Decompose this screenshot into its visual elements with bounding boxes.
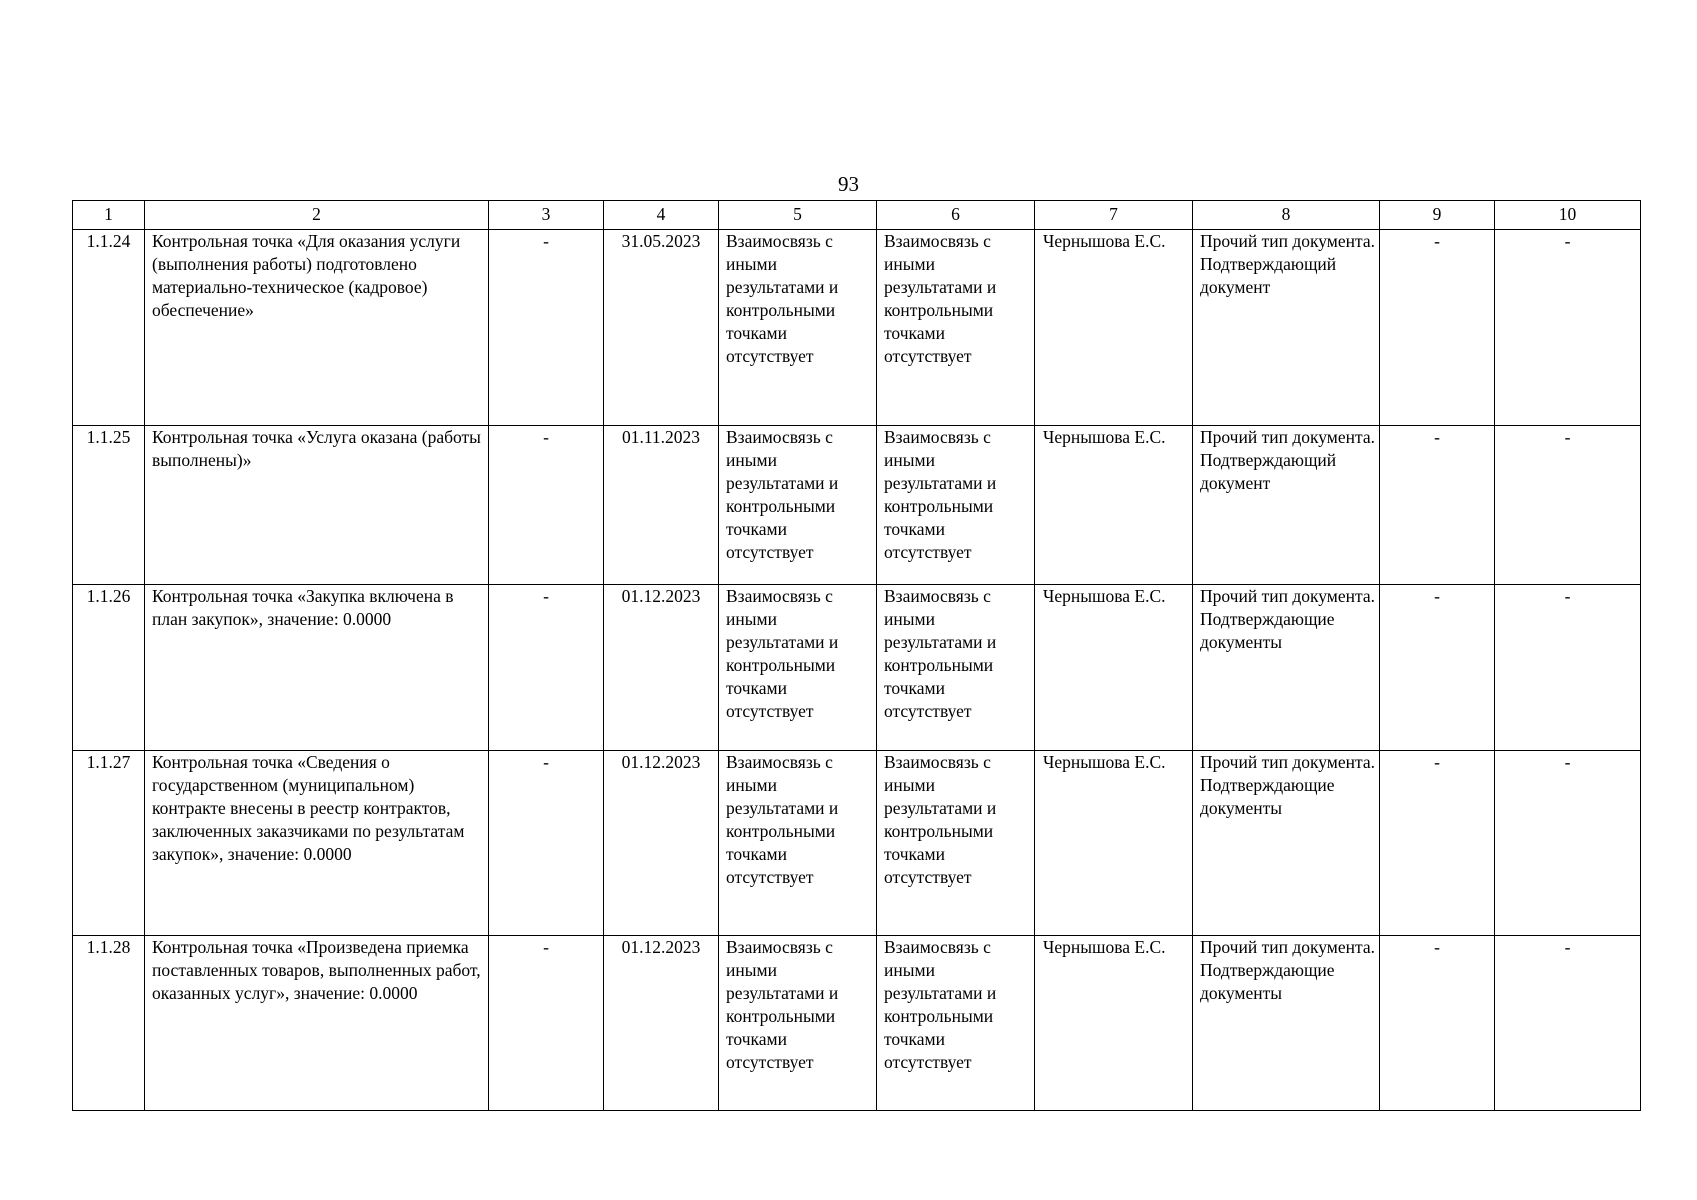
row-number: 1.1.24 — [73, 230, 145, 426]
column-6-value: Взаимосвязь с иными результатами и контрольными точками отсутствует — [877, 585, 1035, 751]
table-header-row — [73, 201, 1641, 230]
column-header: 7 — [1035, 201, 1193, 230]
document-type: Прочий тип документа. Подтверждающий документ — [1193, 230, 1380, 426]
control-point-name: Контрольная точка «Для оказания услуги (выполнения работы) подготовлено материально-техническое (кадровое) обеспечение» — [145, 230, 489, 426]
document-type: Прочий тип документа. Подтверждающие документы — [1193, 751, 1380, 936]
column-3-value: - — [489, 936, 604, 1111]
responsible-person: Чернышова Е.С. — [1035, 585, 1193, 751]
due-date: 31.05.2023 — [604, 230, 719, 426]
column-3-value: - — [489, 751, 604, 936]
column-10-value: - — [1495, 426, 1641, 585]
row-number: 1.1.28 — [73, 936, 145, 1111]
control-point-name: Контрольная точка «Закупка включена в план закупок», значение: 0.0000 — [145, 585, 489, 751]
column-5-value: Взаимосвязь с иными результатами и контрольными точками отсутствует — [719, 230, 877, 426]
column-9-value: - — [1380, 936, 1495, 1111]
table-row — [73, 230, 1641, 426]
row-number: 1.1.25 — [73, 426, 145, 585]
table-row — [73, 585, 1641, 751]
due-date: 01.12.2023 — [604, 751, 719, 936]
column-header: 5 — [719, 201, 877, 230]
column-header: 2 — [145, 201, 489, 230]
table-row — [73, 426, 1641, 585]
column-9-value: - — [1380, 585, 1495, 751]
due-date: 01.11.2023 — [604, 426, 719, 585]
column-5-value: Взаимосвязь с иными результатами и контрольными точками отсутствует — [719, 936, 877, 1111]
column-6-value: Взаимосвязь с иными результатами и контрольными точками отсутствует — [877, 426, 1035, 585]
column-5-value: Взаимосвязь с иными результатами и контрольными точками отсутствует — [719, 426, 877, 585]
column-10-value: - — [1495, 751, 1641, 936]
page-number: 93 — [838, 172, 859, 196]
column-3-value: - — [489, 585, 604, 751]
column-6-value: Взаимосвязь с иными результатами и контрольными точками отсутствует — [877, 230, 1035, 426]
column-header: 9 — [1380, 201, 1495, 230]
column-header: 10 — [1495, 201, 1641, 230]
column-5-value: Взаимосвязь с иными результатами и контрольными точками отсутствует — [719, 585, 877, 751]
responsible-person: Чернышова Е.С. — [1035, 230, 1193, 426]
table-row — [73, 751, 1641, 936]
column-3-value: - — [489, 426, 604, 585]
column-header: 3 — [489, 201, 604, 230]
column-6-value: Взаимосвязь с иными результатами и контрольными точками отсутствует — [877, 936, 1035, 1111]
control-points-table — [72, 200, 1641, 1111]
responsible-person: Чернышова Е.С. — [1035, 936, 1193, 1111]
column-header: 1 — [73, 201, 145, 230]
column-3-value: - — [489, 230, 604, 426]
table-row — [73, 936, 1641, 1111]
column-6-value: Взаимосвязь с иными результатами и контрольными точками отсутствует — [877, 751, 1035, 936]
column-header: 6 — [877, 201, 1035, 230]
document-type: Прочий тип документа. Подтверждающий документ — [1193, 426, 1380, 585]
column-5-value: Взаимосвязь с иными результатами и контрольными точками отсутствует — [719, 751, 877, 936]
due-date: 01.12.2023 — [604, 936, 719, 1111]
control-point-name: Контрольная точка «Услуга оказана (работы выполнены)» — [145, 426, 489, 585]
due-date: 01.12.2023 — [604, 585, 719, 751]
document-type: Прочий тип документа. Подтверждающие документы — [1193, 585, 1380, 751]
control-point-name: Контрольная точка «Произведена приемка поставленных товаров, выполненных работ, оказанных услуг», значение: 0.0000 — [145, 936, 489, 1111]
row-number: 1.1.26 — [73, 585, 145, 751]
responsible-person: Чернышова Е.С. — [1035, 426, 1193, 585]
row-number: 1.1.27 — [73, 751, 145, 936]
column-header: 4 — [604, 201, 719, 230]
column-10-value: - — [1495, 585, 1641, 751]
column-10-value: - — [1495, 230, 1641, 426]
control-point-name: Контрольная точка «Сведения о государственном (муниципальном) контракте внесены в реестр контрактов, заключенных заказчиками по результатам закупок», значение: 0.0000 — [145, 751, 489, 936]
column-header: 8 — [1193, 201, 1380, 230]
column-10-value: - — [1495, 936, 1641, 1111]
document-type: Прочий тип документа. Подтверждающие документы — [1193, 936, 1380, 1111]
column-9-value: - — [1380, 426, 1495, 585]
responsible-person: Чернышова Е.С. — [1035, 751, 1193, 936]
column-9-value: - — [1380, 751, 1495, 936]
column-9-value: - — [1380, 230, 1495, 426]
